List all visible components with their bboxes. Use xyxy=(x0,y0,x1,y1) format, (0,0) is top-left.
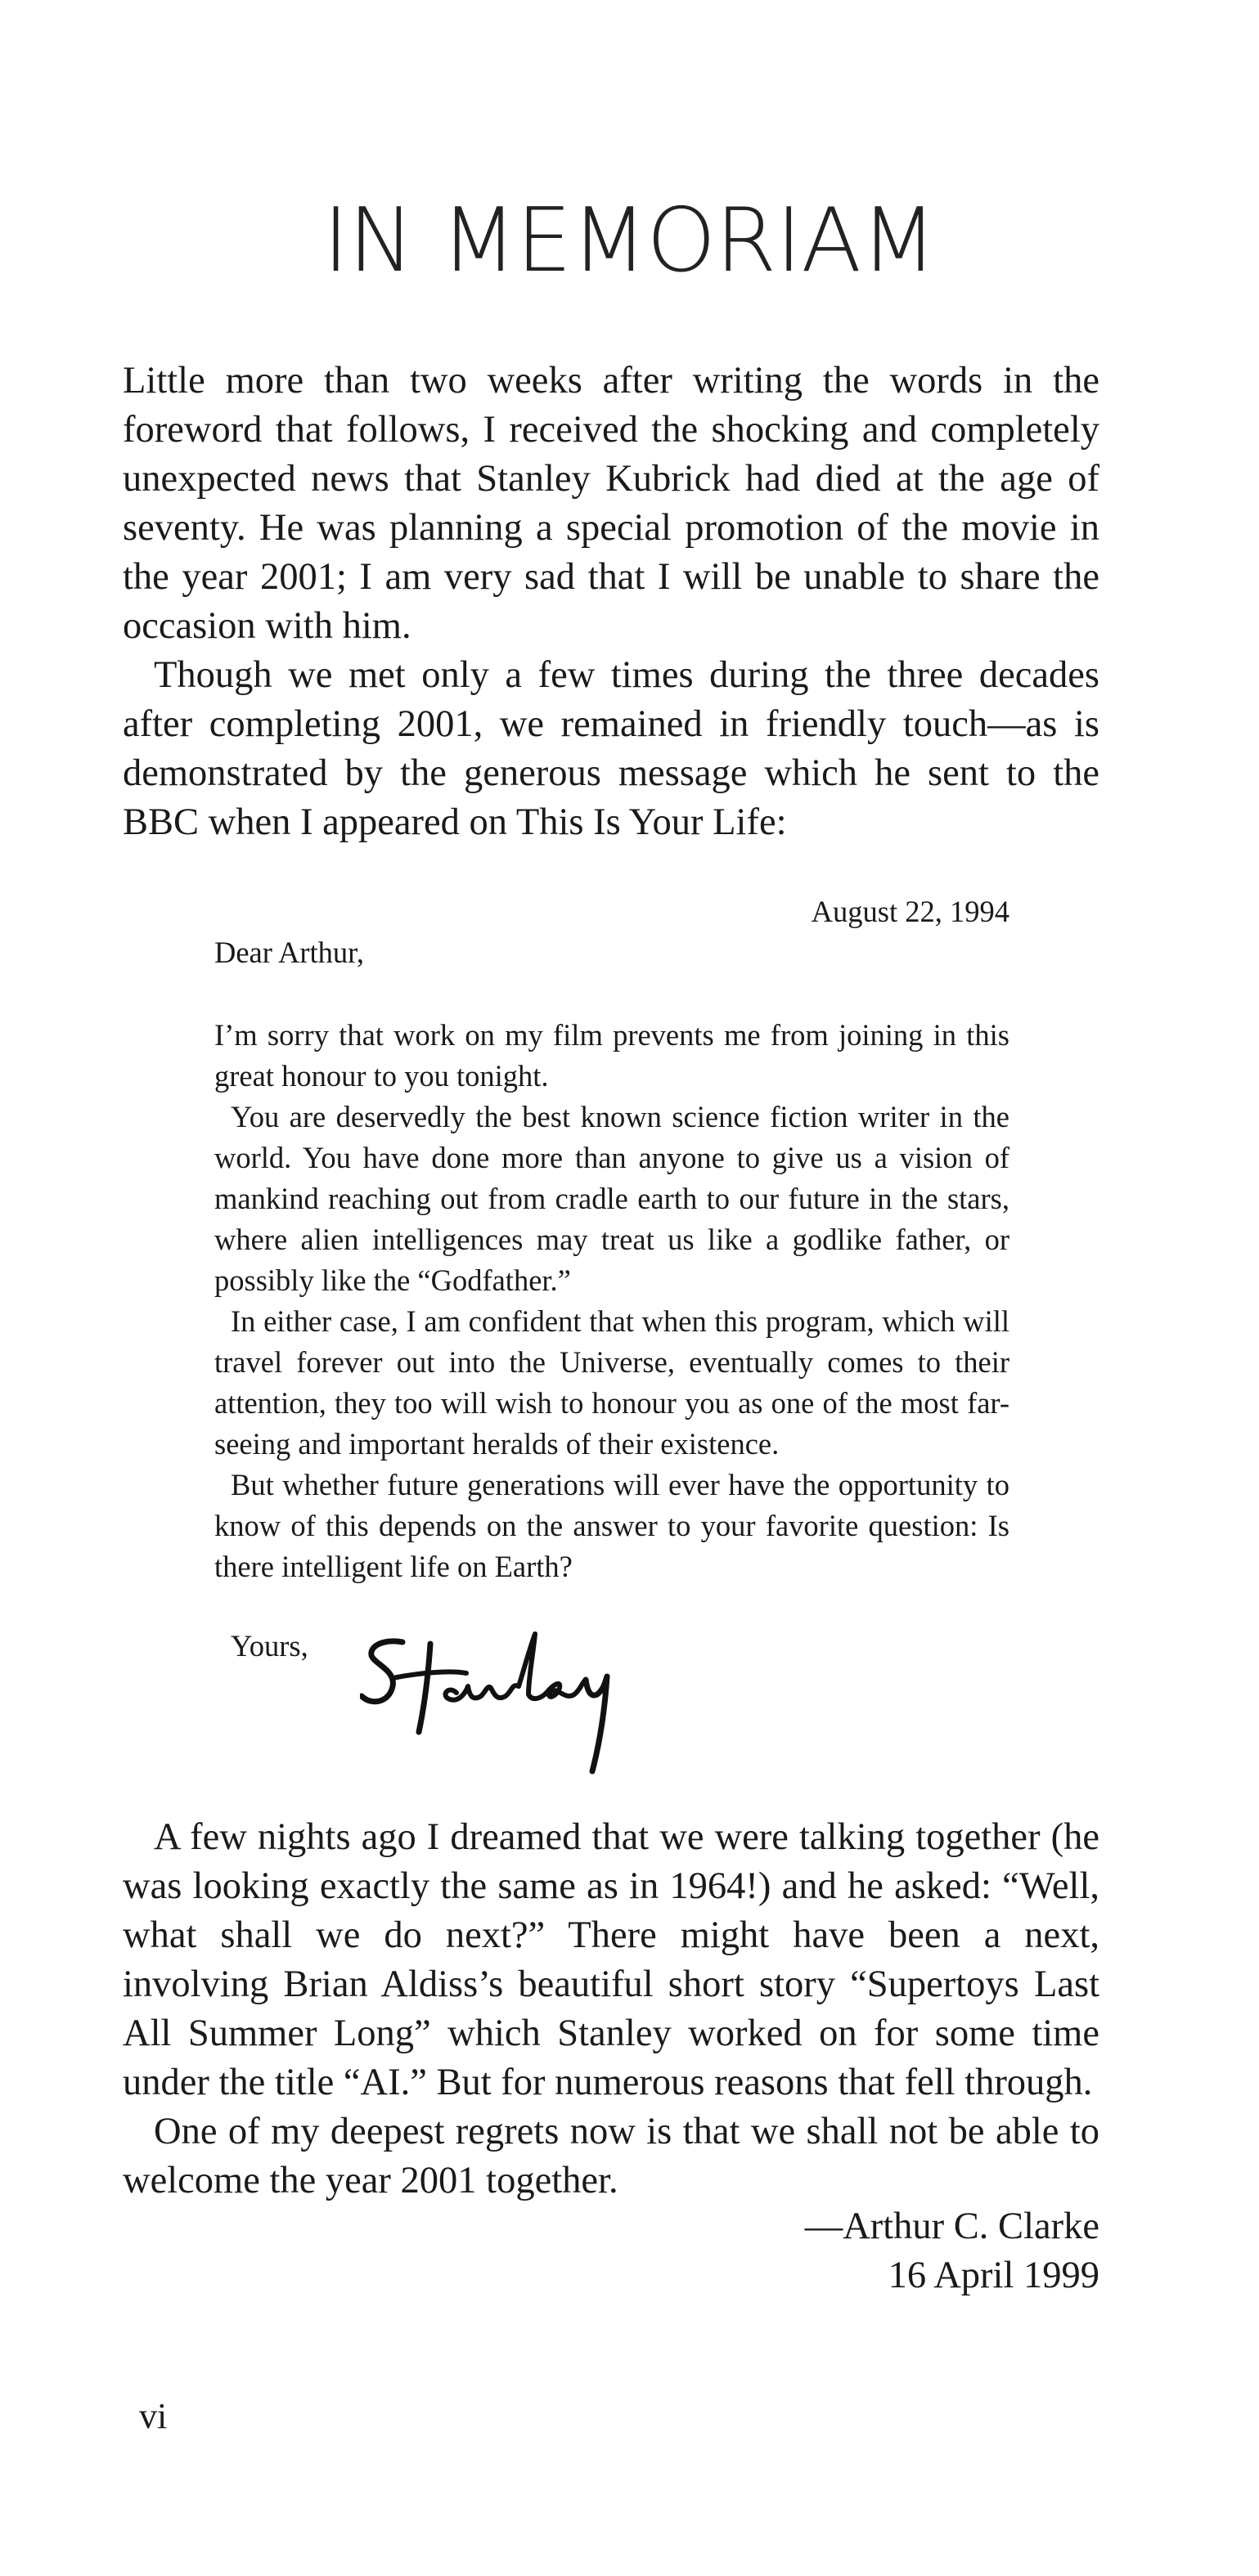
letter-paragraph-4: But whether future generations will ever have the opportunity to know of this depends on the answer to your favorite question: Is there intelligent life on Earth? xyxy=(214,1468,1009,1583)
closing-paragraph-1: A few nights ago I dreamed that we were talking together (he was looking exactly the same as in 1964!) and he asked: “Well, what shall we do next?” There might have been a next, involving Brian Aldiss’s beautiful short story “Supertoys Last All Summer Long” which Stanley worked on for some time under the title “AI.” But for numerous reasons that fell through. xyxy=(123,1816,1099,2103)
closing-paragraph-2: One of my deepest regrets now is that we shall not be able to welcome the year 2001 together. xyxy=(123,2111,1099,2201)
letter-greeting: Dear Arthur, xyxy=(214,936,364,969)
letter-closing: Yours, xyxy=(231,1629,308,1663)
signoff-name: —Arthur C. Clarke xyxy=(804,2206,1099,2247)
signature-stanley xyxy=(360,1627,704,1799)
letter-date: August 22, 1994 xyxy=(811,895,1009,928)
letter-paragraph-1: I’m sorry that work on my film prevents me from joining in this great honour to you tonight. xyxy=(214,1018,1009,1093)
letter-paragraph-3: In either case, I am confident that when this program, which will travel forever out into the Universe, eventually comes to their attention, they too will wish to honour you as one of the most far-seeing and important heralds of their existence. xyxy=(214,1304,1009,1461)
letter-paragraph-2: You are deservedly the best known science fiction writer in the world. You have done more than anyone to give us a vision of mankind reaching out from cradle earth to our future in the stars, where alien intelligences may treat us like a godlike father, or possibly like the “Godfather.” xyxy=(214,1100,1009,1297)
intro-paragraph-1: Little more than two weeks after writing the words in the foreword that follows, I received the shocking and completely unexpected news that Stanley Kubrick had died at the age of seventy. He was planning a special promotion of the movie in the year 2001; I am very sad that I will be unable to share the occasion with him. xyxy=(123,360,1099,647)
closing-text xyxy=(123,1813,1099,2206)
page-title: IN MEMORIAM xyxy=(322,190,937,292)
intro-paragraph-2: Though we met only a few times during the three decades after completing 2001, we remained in friendly touch—as is demonstrated by the generous message which he sent to the BBC when I appeared on This Is Your Life: xyxy=(123,654,1099,843)
intro-text xyxy=(123,357,1099,847)
page-number: vi xyxy=(139,2396,168,2436)
letter-body xyxy=(214,1015,1009,1587)
signoff-date: 16 April 1999 xyxy=(888,2255,1099,2296)
